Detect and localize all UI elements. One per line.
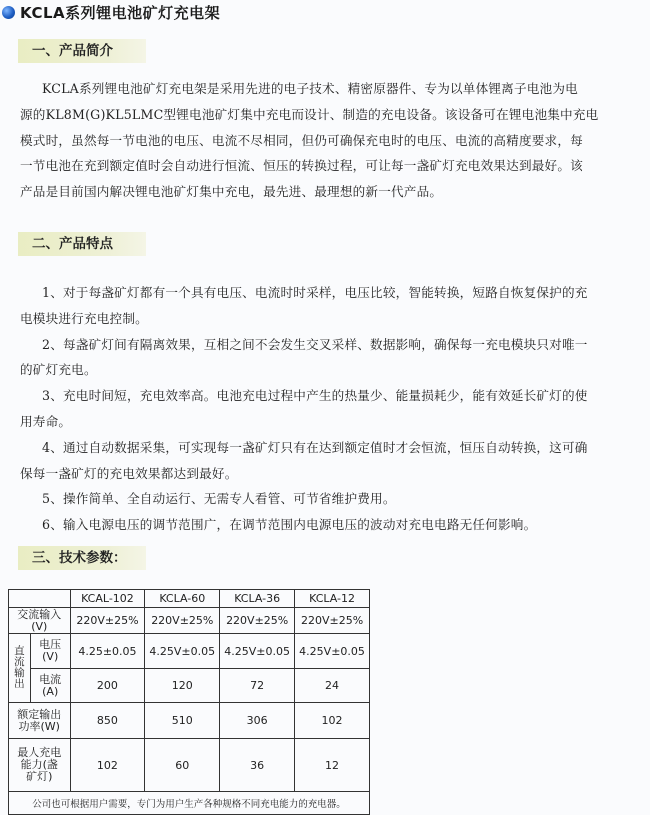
- table-note-row: [9, 792, 370, 815]
- spec-table: [8, 589, 370, 815]
- table-cell: 102: [70, 739, 145, 792]
- row-label-text: 最人充电: [17, 746, 62, 759]
- table-cell: 510: [145, 703, 220, 739]
- feature-item: 2、每盏矿灯间有隔离效果，互相之间不会发生交叉采样、数据影响，确保每一充电模块只对唯一: [42, 336, 588, 352]
- table-cell: 4.25V±0.05: [295, 634, 370, 669]
- table-cell: 36: [220, 739, 295, 792]
- table-cell: 24: [295, 669, 370, 703]
- intro-paragraph: [20, 76, 632, 205]
- row-label-unit: (V): [31, 619, 48, 633]
- intro-line: KCLA系列锂电池矿灯充电架是采用先进的电子技术、精密原器件、专为以单体锂离子电池为电: [42, 81, 578, 96]
- model-header: KCAL-102: [70, 590, 145, 608]
- table-note: 公司也可根据用户需要，专门为用户生产各种规格不同充电能力的充电器。: [9, 792, 370, 815]
- row-label-char: 输: [14, 667, 25, 679]
- feature-item: 6、输入电源电压的调节范围广，在调节范围内电源电压的波动对充电电路无任何影响。: [42, 517, 537, 533]
- row-label-text: 能力(盏: [20, 758, 58, 771]
- model-header: KCLA-12: [295, 590, 370, 608]
- row-label-text: 电流: [39, 672, 62, 686]
- intro-line: 源的KL8M(G)KL5LMC型锂电池矿灯集中充电而设计、制造的充电设备。该设备可在锂电池集中充电: [20, 106, 599, 122]
- intro-line: 一节电池在充到额定值时会自动进行恒流、恒压的转换过程，可让每一盏矿灯充电效果达到最好。该: [20, 158, 583, 174]
- table-cell: 60: [145, 739, 220, 792]
- table-cell: 4.25±0.05: [70, 634, 145, 669]
- row-label-unit: (V): [42, 650, 59, 663]
- row-label-char: 直: [14, 645, 25, 657]
- table-row: [9, 608, 370, 634]
- table-cell: 220V±25%: [145, 608, 220, 634]
- table-cell: 220V±25%: [220, 608, 295, 634]
- table-cell: 72: [220, 669, 295, 703]
- row-label-unit: 功率(W): [18, 719, 60, 733]
- table-corner-cell: [9, 590, 71, 608]
- row-label-char: 出: [14, 678, 25, 690]
- table-row: [9, 703, 370, 739]
- model-header: KCLA-60: [145, 590, 220, 608]
- feature-item: 3、充电时间短，充电效率高。电池充电过程中产生的热量少、能量损耗少，能有效延长矿灯的使: [42, 388, 588, 404]
- row-label-text: 额定输出: [17, 707, 62, 721]
- table-cell: 220V±25%: [295, 608, 370, 634]
- feature-item-cont: 保每一盏矿灯的充电效果都达到最好。: [20, 465, 238, 481]
- page-title: KCLA系列锂电池矿灯充电架: [20, 3, 221, 22]
- table-cell: 850: [70, 703, 145, 739]
- table-row: [9, 739, 370, 792]
- feature-item-cont: 的矿灯充电。: [20, 362, 97, 378]
- row-label-char: 流: [14, 656, 25, 668]
- table-cell: 4.25V±0.05: [220, 634, 295, 669]
- table-cell: 4.25V±0.05: [145, 634, 220, 669]
- row-label-dc-output: [9, 634, 31, 703]
- row-label-text: 电压: [39, 638, 62, 651]
- row-label-text: 交流输入: [17, 607, 62, 621]
- table-cell: 120: [145, 669, 220, 703]
- table-cell: 220V±25%: [70, 608, 145, 634]
- row-label-capacity: [9, 739, 71, 792]
- table-cell: 12: [295, 739, 370, 792]
- table-cell: 200: [70, 669, 145, 703]
- feature-item: 5、操作简单、全自动运行、无需专人看管、可节省维护费用。: [42, 491, 396, 507]
- table-cell: 102: [295, 703, 370, 739]
- table-row: [9, 634, 370, 669]
- feature-item-cont: 用寿命。: [20, 413, 72, 429]
- intro-line: 模式时，虽然每一节电池的电压、电流不尽相同，但仍可确保充电时的电压、电流的高精度要求，每: [20, 132, 583, 148]
- row-label-unit: (A): [42, 684, 59, 698]
- bullet-icon: [2, 6, 15, 19]
- table-cell: 306: [220, 703, 295, 739]
- section-heading-specs: 三、技术参数：: [18, 546, 146, 570]
- features-list: [20, 280, 632, 538]
- row-label-current: [30, 669, 70, 703]
- intro-line: 产品是目前国内解决锂电池矿灯集中充电，最先进、最理想的新一代产品。: [20, 184, 443, 200]
- row-label-power: [9, 703, 71, 739]
- model-header: KCLA-36: [220, 590, 295, 608]
- table-row: [9, 669, 370, 703]
- table-header-row: [9, 590, 370, 608]
- feature-item-cont: 电模块进行充电控制。: [20, 310, 148, 326]
- feature-item: 4、通过自动数据采集，可实现每一盏矿灯只有在达到额定值时才会恒流，恒压自动转换，这可确: [42, 439, 588, 455]
- row-label-ac-input: [9, 608, 71, 634]
- feature-item: 1、对于每盏矿灯都有一个具有电压、电流时时采样，电压比较，智能转换，短路自恢复保护的充: [42, 285, 588, 300]
- title-bar: [0, 0, 650, 24]
- section-heading-intro: 一、产品简介: [18, 39, 146, 63]
- row-label-voltage: [30, 634, 70, 669]
- row-label-text: 矿灯): [26, 770, 53, 783]
- section-heading-features: 二、产品特点: [18, 232, 146, 256]
